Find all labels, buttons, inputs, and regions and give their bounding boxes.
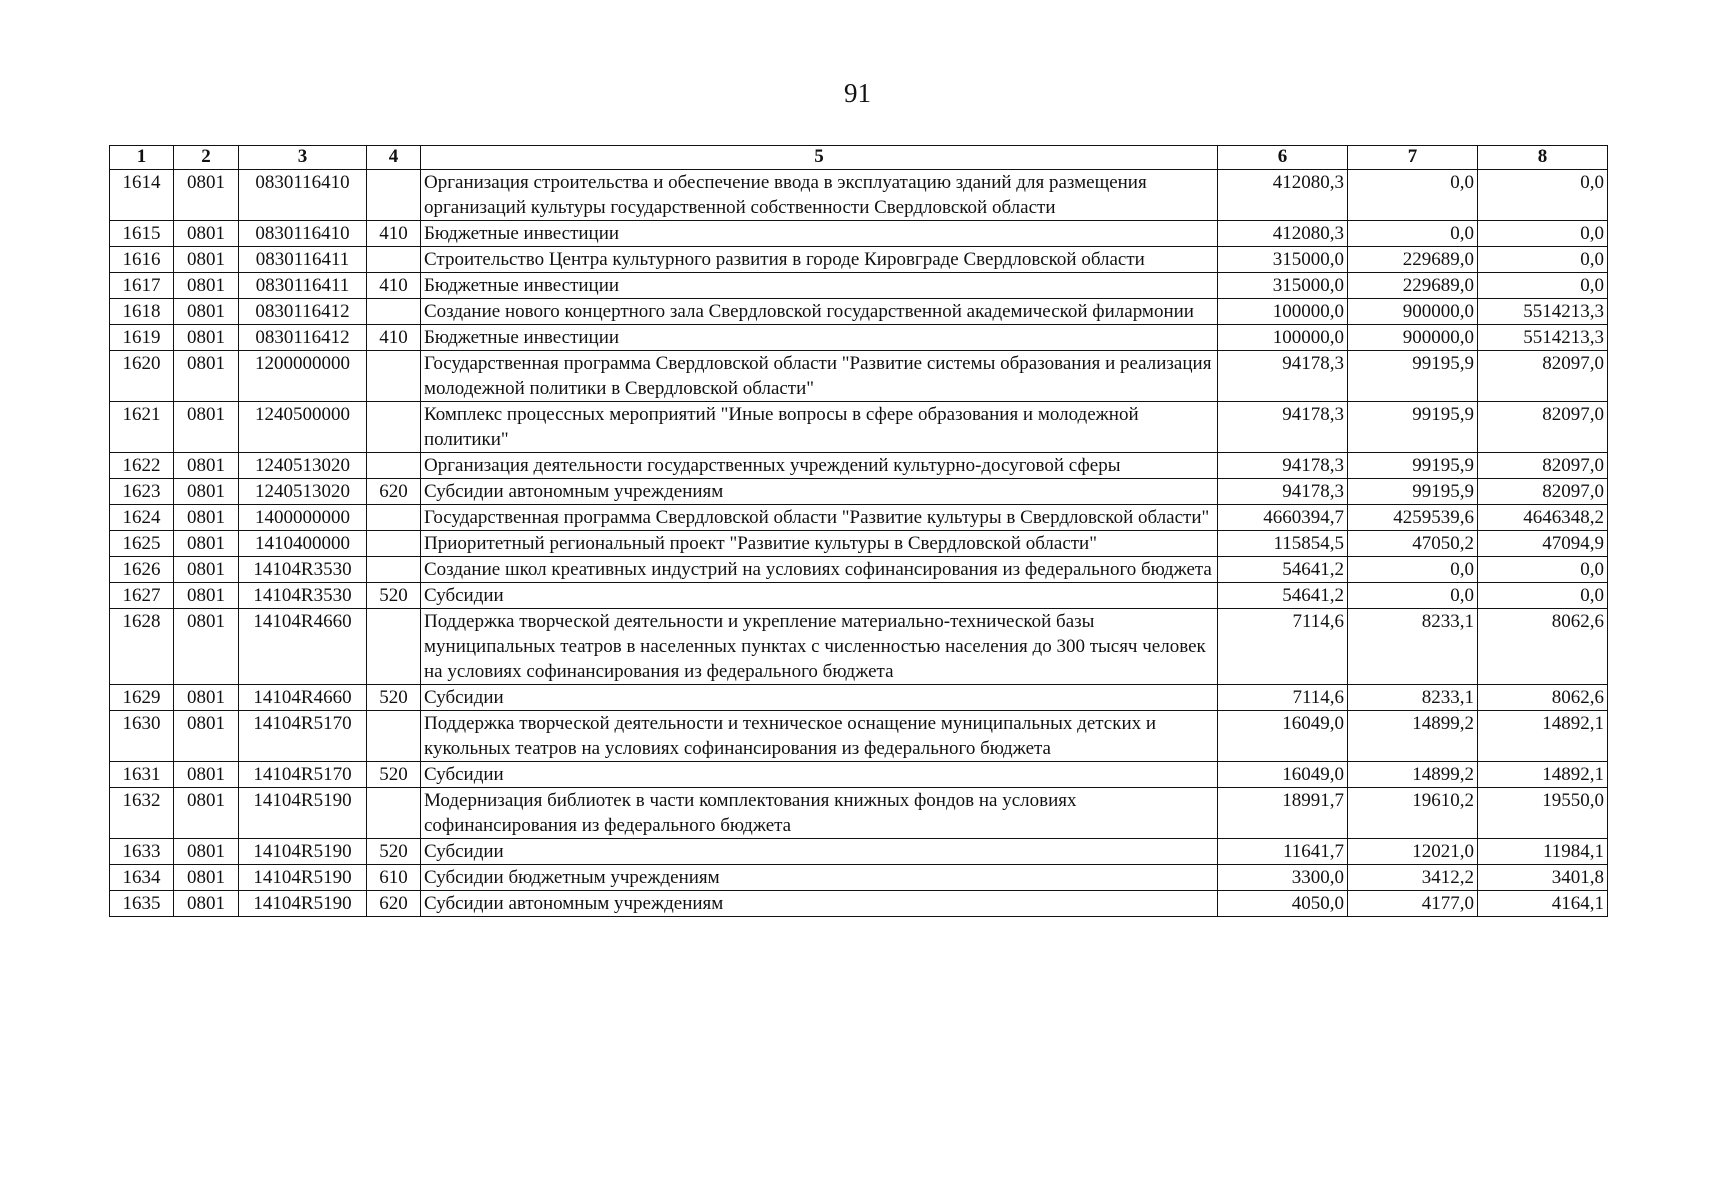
amount-col7-cell: 8233,1: [1348, 685, 1478, 711]
amount-col7-cell: 99195,9: [1348, 351, 1478, 402]
section-code-cell: 0801: [174, 839, 239, 865]
amount-col7-cell: 99195,9: [1348, 453, 1478, 479]
row-number-cell: 1627: [110, 583, 174, 609]
target-code-cell: 14104R5190: [239, 865, 367, 891]
amount-col8-cell: 8062,6: [1478, 685, 1608, 711]
target-code-cell: 1410400000: [239, 531, 367, 557]
expense-type-cell: 410: [367, 221, 421, 247]
target-code-cell: 14104R5190: [239, 788, 367, 839]
table-row: [110, 609, 1608, 685]
amount-col7-cell: 229689,0: [1348, 247, 1478, 273]
amount-col7-cell: 900000,0: [1348, 325, 1478, 351]
section-code-cell: 0801: [174, 891, 239, 917]
row-number-cell: 1616: [110, 247, 174, 273]
row-number-cell: 1617: [110, 273, 174, 299]
amount-col8-cell: 14892,1: [1478, 762, 1608, 788]
row-number-cell: 1621: [110, 402, 174, 453]
section-code-cell: 0801: [174, 583, 239, 609]
amount-col7-cell: 4177,0: [1348, 891, 1478, 917]
row-number-cell: 1634: [110, 865, 174, 891]
item-name-cell: Государственная программа Свердловской области "Развитие культуры в Свердловской области": [421, 505, 1218, 531]
target-code-cell: 0830116411: [239, 247, 367, 273]
column-header: 8: [1478, 146, 1608, 170]
expense-type-cell: [367, 711, 421, 762]
table-row: [110, 762, 1608, 788]
expense-type-cell: 610: [367, 865, 421, 891]
row-number-cell: 1630: [110, 711, 174, 762]
item-name-cell: Поддержка творческой деятельности и укрепление материально-технической базы муниципальных театров в населенных пунктах с численностью населения до 300 тысяч человек на условиях софинансирования из федерального бюджета: [421, 609, 1218, 685]
section-code-cell: 0801: [174, 402, 239, 453]
amount-col8-cell: 47094,9: [1478, 531, 1608, 557]
section-code-cell: 0801: [174, 788, 239, 839]
amount-col7-cell: 47050,2: [1348, 531, 1478, 557]
amount-col6-cell: 412080,3: [1218, 221, 1348, 247]
section-code-cell: 0801: [174, 685, 239, 711]
budget-table: [109, 145, 1608, 917]
table-row: [110, 788, 1608, 839]
amount-col6-cell: 4660394,7: [1218, 505, 1348, 531]
row-number-cell: 1615: [110, 221, 174, 247]
amount-col8-cell: 0,0: [1478, 221, 1608, 247]
section-code-cell: 0801: [174, 865, 239, 891]
amount-col8-cell: 82097,0: [1478, 453, 1608, 479]
amount-col6-cell: 4050,0: [1218, 891, 1348, 917]
section-code-cell: 0801: [174, 170, 239, 221]
table-row: [110, 865, 1608, 891]
amount-col8-cell: 14892,1: [1478, 711, 1608, 762]
target-code-cell: 1200000000: [239, 351, 367, 402]
amount-col7-cell: 14899,2: [1348, 762, 1478, 788]
target-code-cell: 1400000000: [239, 505, 367, 531]
target-code-cell: 0830116412: [239, 325, 367, 351]
expense-type-cell: [367, 247, 421, 273]
amount-col6-cell: 7114,6: [1218, 685, 1348, 711]
section-code-cell: 0801: [174, 221, 239, 247]
amount-col7-cell: 99195,9: [1348, 402, 1478, 453]
expense-type-cell: [367, 351, 421, 402]
amount-col6-cell: 412080,3: [1218, 170, 1348, 221]
table-row: [110, 557, 1608, 583]
amount-col8-cell: 0,0: [1478, 273, 1608, 299]
amount-col6-cell: 94178,3: [1218, 402, 1348, 453]
table-row: [110, 453, 1608, 479]
target-code-cell: 14104R5190: [239, 839, 367, 865]
table-row: [110, 221, 1608, 247]
amount-col7-cell: 19610,2: [1348, 788, 1478, 839]
section-code-cell: 0801: [174, 711, 239, 762]
amount-col7-cell: 99195,9: [1348, 479, 1478, 505]
item-name-cell: Создание нового концертного зала Свердловской государственной академической филармонии: [421, 299, 1218, 325]
row-number-cell: 1623: [110, 479, 174, 505]
table-row: [110, 531, 1608, 557]
amount-col7-cell: 12021,0: [1348, 839, 1478, 865]
amount-col7-cell: 0,0: [1348, 557, 1478, 583]
target-code-cell: 0830116411: [239, 273, 367, 299]
target-code-cell: 14104R3530: [239, 557, 367, 583]
amount-col7-cell: 229689,0: [1348, 273, 1478, 299]
amount-col7-cell: 900000,0: [1348, 299, 1478, 325]
row-number-cell: 1618: [110, 299, 174, 325]
table-row: [110, 273, 1608, 299]
item-name-cell: Приоритетный региональный проект "Развитие культуры в Свердловской области": [421, 531, 1218, 557]
row-number-cell: 1631: [110, 762, 174, 788]
row-number-cell: 1625: [110, 531, 174, 557]
target-code-cell: 14104R3530: [239, 583, 367, 609]
row-number-cell: 1614: [110, 170, 174, 221]
item-name-cell: Поддержка творческой деятельности и техническое оснащение муниципальных детских и кукольных театров на условиях софинансирования из федерального бюджета: [421, 711, 1218, 762]
row-number-cell: 1632: [110, 788, 174, 839]
column-header: 5: [421, 146, 1218, 170]
amount-col6-cell: 315000,0: [1218, 273, 1348, 299]
expense-type-cell: [367, 299, 421, 325]
amount-col8-cell: 82097,0: [1478, 479, 1608, 505]
expense-type-cell: 520: [367, 762, 421, 788]
section-code-cell: 0801: [174, 325, 239, 351]
item-name-cell: Субсидии автономным учреждениям: [421, 891, 1218, 917]
item-name-cell: Субсидии бюджетным учреждениям: [421, 865, 1218, 891]
target-code-cell: 0830116410: [239, 170, 367, 221]
row-number-cell: 1629: [110, 685, 174, 711]
item-name-cell: Бюджетные инвестиции: [421, 221, 1218, 247]
amount-col6-cell: 16049,0: [1218, 762, 1348, 788]
target-code-cell: 1240500000: [239, 402, 367, 453]
section-code-cell: 0801: [174, 505, 239, 531]
section-code-cell: 0801: [174, 479, 239, 505]
expense-type-cell: [367, 505, 421, 531]
section-code-cell: 0801: [174, 273, 239, 299]
expense-type-cell: [367, 788, 421, 839]
table-row: [110, 839, 1608, 865]
table-row: [110, 685, 1608, 711]
amount-col8-cell: 0,0: [1478, 583, 1608, 609]
amount-col8-cell: 5514213,3: [1478, 325, 1608, 351]
table-row: [110, 170, 1608, 221]
amount-col7-cell: 0,0: [1348, 221, 1478, 247]
table-row: [110, 711, 1608, 762]
item-name-cell: Субсидии: [421, 762, 1218, 788]
amount-col6-cell: 54641,2: [1218, 583, 1348, 609]
amount-col8-cell: 0,0: [1478, 557, 1608, 583]
column-header: 3: [239, 146, 367, 170]
row-number-cell: 1626: [110, 557, 174, 583]
amount-col6-cell: 94178,3: [1218, 479, 1348, 505]
amount-col8-cell: 82097,0: [1478, 351, 1608, 402]
amount-col6-cell: 11641,7: [1218, 839, 1348, 865]
expense-type-cell: [367, 557, 421, 583]
item-name-cell: Субсидии автономным учреждениям: [421, 479, 1218, 505]
table-row: [110, 583, 1608, 609]
item-name-cell: Комплекс процессных мероприятий "Иные вопросы в сфере образования и молодежной политики": [421, 402, 1218, 453]
row-number-cell: 1624: [110, 505, 174, 531]
target-code-cell: 0830116412: [239, 299, 367, 325]
row-number-cell: 1635: [110, 891, 174, 917]
column-header: 7: [1348, 146, 1478, 170]
section-code-cell: 0801: [174, 351, 239, 402]
amount-col8-cell: 4646348,2: [1478, 505, 1608, 531]
section-code-cell: 0801: [174, 762, 239, 788]
amount-col8-cell: 8062,6: [1478, 609, 1608, 685]
row-number-cell: 1619: [110, 325, 174, 351]
item-name-cell: Государственная программа Свердловской области "Развитие системы образования и реализация молодежной политики в Свердловской области": [421, 351, 1218, 402]
column-header: 2: [174, 146, 239, 170]
target-code-cell: 1240513020: [239, 479, 367, 505]
target-code-cell: 14104R5170: [239, 711, 367, 762]
column-header: 1: [110, 146, 174, 170]
item-name-cell: Бюджетные инвестиции: [421, 273, 1218, 299]
amount-col8-cell: 3401,8: [1478, 865, 1608, 891]
table-row: [110, 299, 1608, 325]
amount-col8-cell: 0,0: [1478, 247, 1608, 273]
expense-type-cell: 520: [367, 583, 421, 609]
expense-type-cell: 620: [367, 891, 421, 917]
expense-type-cell: [367, 402, 421, 453]
amount-col6-cell: 94178,3: [1218, 351, 1348, 402]
expense-type-cell: 410: [367, 273, 421, 299]
column-header: 6: [1218, 146, 1348, 170]
amount-col8-cell: 19550,0: [1478, 788, 1608, 839]
item-name-cell: Субсидии: [421, 583, 1218, 609]
table-row: [110, 891, 1608, 917]
target-code-cell: 14104R4660: [239, 609, 367, 685]
amount-col8-cell: 82097,0: [1478, 402, 1608, 453]
row-number-cell: 1628: [110, 609, 174, 685]
amount-col6-cell: 54641,2: [1218, 557, 1348, 583]
amount-col6-cell: 100000,0: [1218, 299, 1348, 325]
section-code-cell: 0801: [174, 557, 239, 583]
section-code-cell: 0801: [174, 247, 239, 273]
item-name-cell: Создание школ креативных индустрий на условиях софинансирования из федерального бюджета: [421, 557, 1218, 583]
expense-type-cell: [367, 170, 421, 221]
target-code-cell: 14104R4660: [239, 685, 367, 711]
amount-col6-cell: 16049,0: [1218, 711, 1348, 762]
item-name-cell: Организация деятельности государственных учреждений культурно-досуговой сферы: [421, 453, 1218, 479]
row-number-cell: 1633: [110, 839, 174, 865]
item-name-cell: Бюджетные инвестиции: [421, 325, 1218, 351]
amount-col6-cell: 94178,3: [1218, 453, 1348, 479]
row-number-cell: 1620: [110, 351, 174, 402]
table-row: [110, 505, 1608, 531]
amount-col8-cell: 11984,1: [1478, 839, 1608, 865]
amount-col7-cell: 0,0: [1348, 170, 1478, 221]
row-number-cell: 1622: [110, 453, 174, 479]
table-row: [110, 247, 1608, 273]
section-code-cell: 0801: [174, 531, 239, 557]
amount-col6-cell: 18991,7: [1218, 788, 1348, 839]
item-name-cell: Организация строительства и обеспечение ввода в эксплуатацию зданий для размещения организаций культуры государственной собственности Свердловской области: [421, 170, 1218, 221]
target-code-cell: 14104R5190: [239, 891, 367, 917]
table-row: [110, 479, 1608, 505]
amount-col6-cell: 3300,0: [1218, 865, 1348, 891]
table-row: [110, 351, 1608, 402]
amount-col6-cell: 315000,0: [1218, 247, 1348, 273]
section-code-cell: 0801: [174, 299, 239, 325]
item-name-cell: Субсидии: [421, 839, 1218, 865]
item-name-cell: Субсидии: [421, 685, 1218, 711]
section-code-cell: 0801: [174, 453, 239, 479]
amount-col7-cell: 8233,1: [1348, 609, 1478, 685]
amount-col6-cell: 100000,0: [1218, 325, 1348, 351]
target-code-cell: 14104R5170: [239, 762, 367, 788]
expense-type-cell: 520: [367, 839, 421, 865]
expense-type-cell: 620: [367, 479, 421, 505]
amount-col7-cell: 0,0: [1348, 583, 1478, 609]
table-row: [110, 325, 1608, 351]
table-row: [110, 402, 1608, 453]
amount-col8-cell: 5514213,3: [1478, 299, 1608, 325]
item-name-cell: Строительство Центра культурного развития в городе Кировграде Свердловской области: [421, 247, 1218, 273]
expense-type-cell: 410: [367, 325, 421, 351]
amount-col8-cell: 0,0: [1478, 170, 1608, 221]
expense-type-cell: [367, 609, 421, 685]
expense-type-cell: [367, 531, 421, 557]
amount-col8-cell: 4164,1: [1478, 891, 1608, 917]
amount-col7-cell: 14899,2: [1348, 711, 1478, 762]
page-number: 91: [844, 78, 871, 108]
item-name-cell: Модернизация библиотек в части комплектования книжных фондов на условиях софинансирования из федерального бюджета: [421, 788, 1218, 839]
amount-col7-cell: 3412,2: [1348, 865, 1478, 891]
amount-col7-cell: 4259539,6: [1348, 505, 1478, 531]
amount-col6-cell: 115854,5: [1218, 531, 1348, 557]
table-header-row: [110, 146, 1608, 170]
target-code-cell: 0830116410: [239, 221, 367, 247]
expense-type-cell: [367, 453, 421, 479]
expense-type-cell: 520: [367, 685, 421, 711]
section-code-cell: 0801: [174, 609, 239, 685]
target-code-cell: 1240513020: [239, 453, 367, 479]
amount-col6-cell: 7114,6: [1218, 609, 1348, 685]
column-header: 4: [367, 146, 421, 170]
